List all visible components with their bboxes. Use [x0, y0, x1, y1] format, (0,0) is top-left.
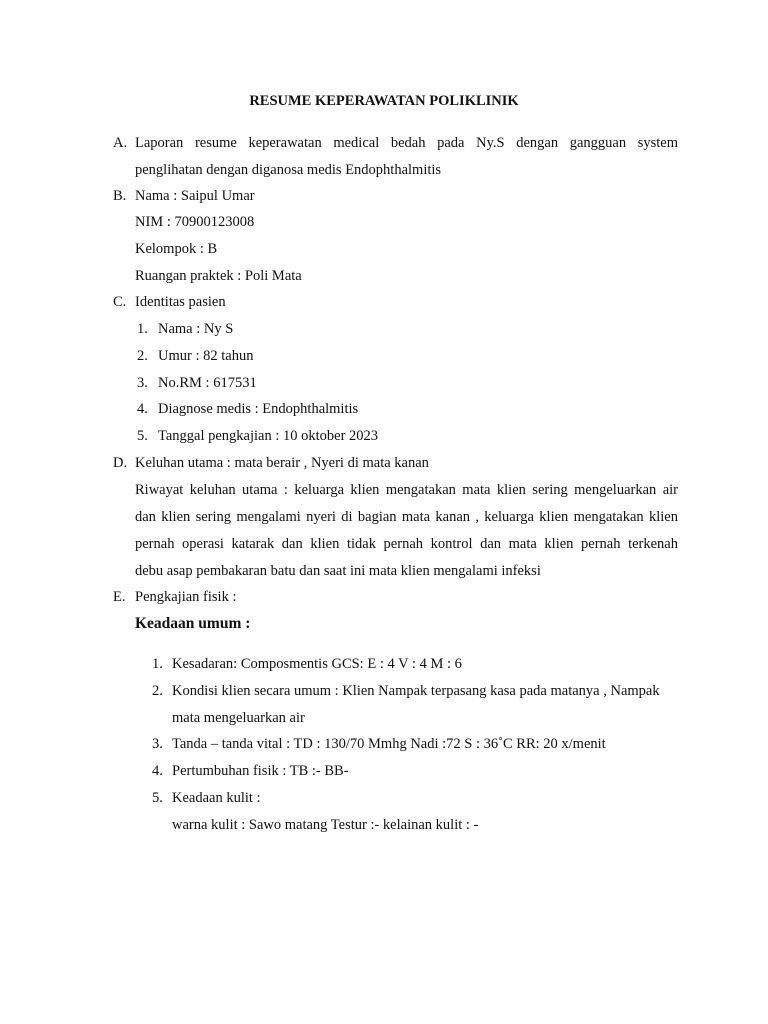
practice-room: Ruangan praktek : Poli Mata: [135, 268, 302, 284]
physical-growth: Pertumbuhan fisik : TB :- BB-: [172, 763, 349, 779]
section-c-marker: C.: [113, 294, 127, 310]
general-condition-heading: Keadaan umum :: [135, 615, 251, 632]
section-b-marker: B.: [113, 188, 127, 204]
list-item-number: 3.: [152, 736, 163, 752]
list-item-number: 4.: [152, 763, 163, 779]
complaint-history-line-3: pernah operasi katarak dan klien tidak pernah kontrol dan mata klien pernah terkenah: [135, 536, 678, 552]
list-item-number: 5.: [137, 428, 148, 444]
list-item-number: 5.: [152, 790, 163, 806]
patient-diagnosis: Diagnose medis : Endophthalmitis: [158, 401, 359, 417]
section-a-line-2: penglihatan dengan diganosa medis Endophthalmitis: [135, 162, 442, 178]
main-complaint: Keluhan utama : mata berair , Nyeri di mata kanan: [135, 455, 429, 471]
student-nim: NIM : 70900123008: [135, 214, 255, 230]
section-a-line-1: Laporan resume keperawatan medical bedah pada Ny.S dengan gangguan system: [135, 135, 678, 151]
section-a-marker: A.: [113, 135, 128, 151]
complaint-history-line-2: dan klien sering mengalami nyeri di bagian mata kanan , keluarga klien mengatakan klien: [135, 509, 678, 525]
section-d-marker: D.: [113, 455, 128, 471]
vital-signs: Tanda – tanda vital : TD : 130/70 Mmhg Nadi :72 S : 36˚C RR: 20 x/menit: [172, 736, 606, 752]
document-title: RESUME KEPERAWATAN POLIKLINIK: [249, 93, 519, 109]
section-c-heading: Identitas pasien: [135, 294, 226, 310]
complaint-history-line-1: Riwayat keluhan utama : keluarga klien mengatakan mata klien sering mengeluarkan air: [135, 482, 678, 498]
list-item-number: 1.: [152, 656, 163, 672]
general-condition-cont: mata mengeluarkan air: [172, 710, 305, 726]
skin-condition: Keadaan kulit :: [172, 790, 261, 806]
patient-name: Nama : Ny S: [158, 321, 234, 337]
section-e-heading: Pengkajian fisik :: [135, 589, 237, 605]
section-e-marker: E.: [113, 589, 126, 605]
patient-rm-number: No.RM : 617531: [158, 375, 257, 391]
list-item-number: 1.: [137, 321, 148, 337]
list-item-number: 3.: [137, 375, 148, 391]
student-group: Kelompok : B: [135, 241, 218, 257]
consciousness: Kesadaran: Composmentis GCS: E : 4 V : 4 M : 6: [172, 656, 462, 672]
general-condition: Kondisi klien secara umum : Klien Nampak terpasang kasa pada matanya , Nampak: [172, 683, 660, 699]
skin-condition-detail: warna kulit : Sawo matang Testur :- kelainan kulit : -: [172, 817, 479, 833]
list-item-number: 2.: [137, 348, 148, 364]
student-name: Nama : Saipul Umar: [135, 188, 255, 204]
complaint-history-line-4: debu asap pembakaran batu dan saat ini mata klien mengalami infeksi: [135, 563, 541, 579]
patient-age: Umur : 82 tahun: [158, 348, 254, 364]
assessment-date: Tanggal pengkajian : 10 oktober 2023: [158, 428, 379, 444]
list-item-number: 2.: [152, 683, 163, 699]
list-item-number: 4.: [137, 401, 148, 417]
